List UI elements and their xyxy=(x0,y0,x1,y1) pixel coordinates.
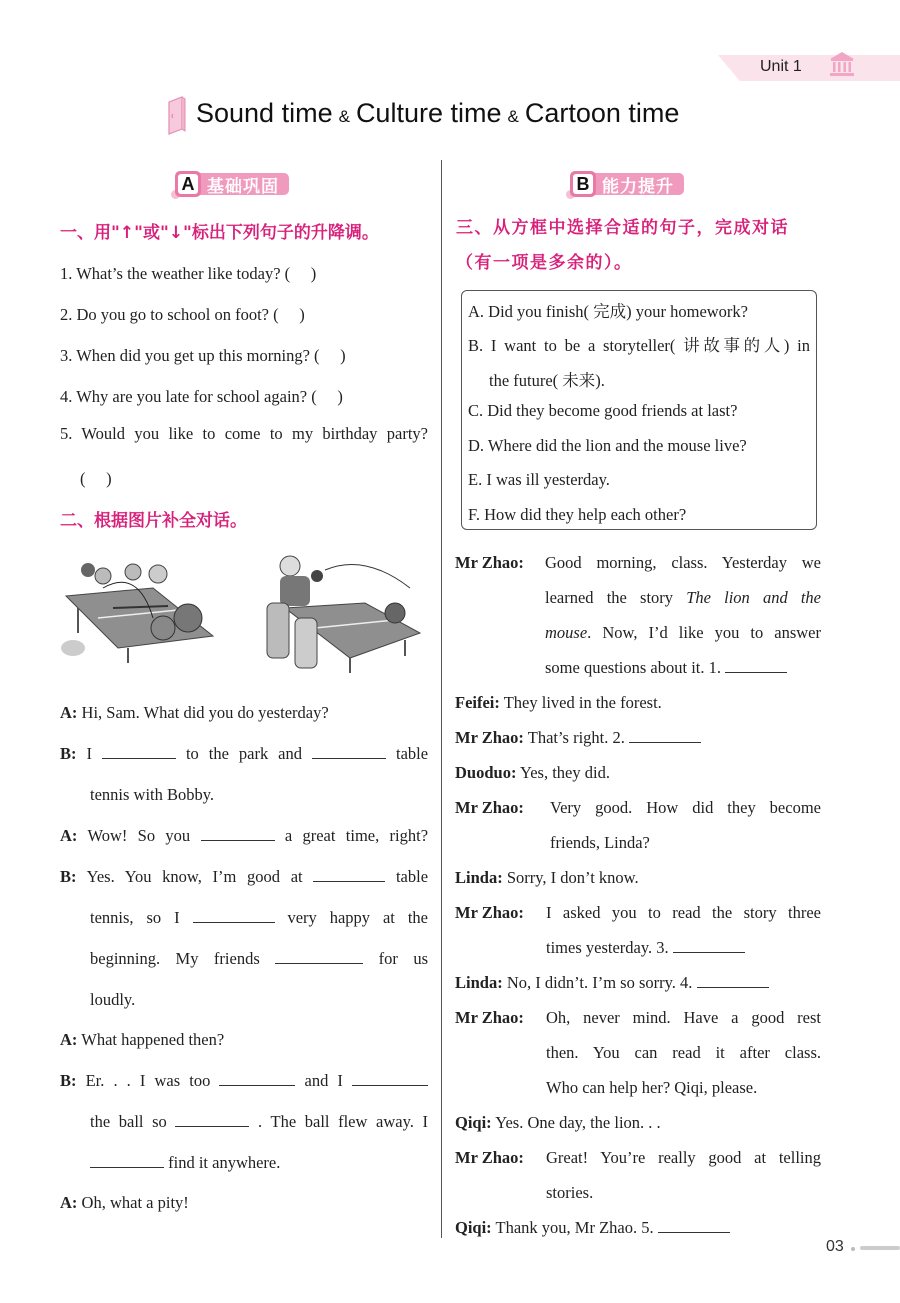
section-a-badge xyxy=(175,171,289,197)
speaker-a: A: xyxy=(60,826,78,845)
dialogue-text: a great time, right? xyxy=(284,826,429,845)
speaker-b: B: xyxy=(60,744,77,763)
dialogue-text: and I xyxy=(304,1071,343,1090)
answer-blank[interactable] xyxy=(90,1153,164,1168)
option-b-continued: the future( 未来). xyxy=(489,371,605,390)
dialogue-line: tennis with Bobby. xyxy=(90,785,215,804)
dialogue-line xyxy=(455,763,610,783)
dialogue-line xyxy=(60,867,428,887)
dialogue-line xyxy=(60,744,428,764)
speaker-mr-zhao: Mr Zhao: xyxy=(455,903,524,922)
dialogue-line xyxy=(545,658,787,678)
page-dot xyxy=(851,1247,855,1251)
dialogue-text: Sorry, I don’t know. xyxy=(506,868,639,887)
dialogue-text: very happy at the xyxy=(287,908,428,927)
option-d: D. Where did the lion and the mouse live? xyxy=(468,436,747,455)
answer-blank-3[interactable] xyxy=(673,938,745,953)
dialogue-text: Hi, Sam. What did you do yesterday? xyxy=(81,703,329,722)
dialogue-text: Yes. You know, I’m good at xyxy=(86,867,303,886)
speaker-linda: Linda: xyxy=(455,868,503,887)
speaker-a: A: xyxy=(60,703,78,722)
option-f: F. How did they help each other? xyxy=(468,505,687,524)
part3-heading-line1: 三、从方框中选择合适的句子，完成对话 xyxy=(456,218,789,238)
building-columns-icon xyxy=(828,50,856,78)
option-c: C. Did they become good friends at last? xyxy=(468,401,738,420)
dialogue-text: for us xyxy=(378,949,429,968)
story-title: mouse xyxy=(545,623,588,642)
dialogue-text: Thank you, Mr Zhao. 5. xyxy=(495,1218,654,1237)
unit-tab xyxy=(718,55,900,81)
column-divider xyxy=(441,160,442,1238)
dialogue-line xyxy=(545,588,821,608)
dialogue-line xyxy=(90,908,428,928)
option-e: E. I was ill yesterday. xyxy=(468,470,610,489)
speaker-qiqi: Qiqi: xyxy=(455,1113,492,1132)
dialogue-text: then. You can read it after class. xyxy=(546,1043,821,1062)
dialogue-line xyxy=(60,1030,224,1050)
speaker-a: A: xyxy=(60,1030,78,1049)
dialogue-text: beginning. My friends xyxy=(90,949,260,968)
answer-blank[interactable] xyxy=(219,1071,295,1086)
dialogue-line xyxy=(60,1071,428,1091)
ping-pong-illustration-1 xyxy=(58,548,238,668)
dialogue-text: to the park and xyxy=(185,744,303,763)
answer-blank[interactable] xyxy=(201,826,275,841)
dialogue-text: Oh, what a pity! xyxy=(81,1193,189,1212)
dialogue-text: some questions about it. 1. xyxy=(545,658,721,677)
question-1: 1. What’s the weather like today? ( ) xyxy=(60,264,317,283)
part2-heading: 二、根据图片补全对话。 xyxy=(60,511,247,531)
dialogue-text: learned the story xyxy=(545,588,674,607)
dialogue-text: I asked you to read the story three xyxy=(546,903,821,922)
dialogue-line xyxy=(455,973,769,993)
dialogue-text: . Now, I’d like you to answer xyxy=(587,623,821,642)
dialogue-text: find it anywhere. xyxy=(168,1153,281,1172)
page-number: 03 xyxy=(826,1238,844,1255)
dialogue-line xyxy=(455,1218,730,1238)
badge-letter-box xyxy=(570,171,596,197)
dialogue-line xyxy=(455,1113,661,1133)
part1-heading: 一、用"↑"或"↓"标出下列句子的升降调。 xyxy=(60,223,379,243)
dialogue-text: Er. . . I was too xyxy=(85,1071,211,1090)
section-b-badge xyxy=(570,171,684,197)
title-sound-time: Sound time xyxy=(196,98,333,128)
speaker-qiqi: Qiqi: xyxy=(455,1218,492,1237)
title-ampersand: & xyxy=(338,107,350,126)
dialogue-line xyxy=(455,693,662,713)
answer-blank[interactable] xyxy=(275,949,363,964)
badge-text: 基础巩固 xyxy=(197,173,289,195)
book-icon xyxy=(166,96,188,136)
dialogue-text: I xyxy=(86,744,92,763)
answer-blank[interactable] xyxy=(313,867,385,882)
part3-heading-line2: （有一项是多余的）。 xyxy=(456,253,633,273)
page-bar xyxy=(860,1246,900,1250)
dialogue-text: They lived in the forest. xyxy=(503,693,662,712)
dialogue-text: What happened then? xyxy=(81,1030,225,1049)
dialogue-line xyxy=(90,1153,280,1173)
dialogue-line xyxy=(90,1112,428,1132)
page-title xyxy=(196,98,679,129)
question-3: 3. When did you get up this morning? ( ) xyxy=(60,346,346,365)
dialogue-line xyxy=(455,728,701,748)
answer-blank[interactable] xyxy=(352,1071,428,1086)
dialogue-line xyxy=(455,868,639,888)
answer-blank-4[interactable] xyxy=(697,973,769,988)
dialogue-text: Very good. How did they become xyxy=(550,798,821,817)
speaker-mr-zhao: Mr Zhao: xyxy=(455,798,524,817)
dialogue-line xyxy=(60,826,428,846)
dialogue-line xyxy=(90,949,428,969)
dialogue-text: table xyxy=(395,744,429,763)
ping-pong-illustration-2 xyxy=(255,548,435,678)
badge-letter: A xyxy=(178,174,198,194)
question-4: 4. Why are you late for school again? ( ) xyxy=(60,387,343,406)
dialogue-text: Great! You’re really good at telling xyxy=(546,1148,821,1167)
answer-blank-5[interactable] xyxy=(658,1218,730,1233)
dialogue-text: Who can help her? Qiqi, please. xyxy=(546,1078,758,1097)
title-ampersand: & xyxy=(507,107,519,126)
answer-blank[interactable] xyxy=(102,744,176,759)
story-title: The lion and the xyxy=(686,588,822,607)
speaker-mr-zhao: Mr Zhao: xyxy=(455,1008,524,1027)
dialogue-text: the ball so xyxy=(90,1112,167,1131)
speaker-b: B: xyxy=(60,867,77,886)
dialogue-line xyxy=(545,623,821,643)
speaker-mr-zhao: Mr Zhao: xyxy=(455,1148,524,1167)
answer-blank[interactable] xyxy=(175,1112,249,1127)
answer-blank[interactable] xyxy=(312,744,386,759)
dialogue-text: That’s right. 2. xyxy=(527,728,625,747)
dialogue-text: Yes. One day, the lion. . . xyxy=(495,1113,661,1132)
speaker-mr-zhao: Mr Zhao: xyxy=(455,728,524,747)
dialogue-text: table xyxy=(395,867,429,886)
dialogue-text: tennis, so I xyxy=(90,908,180,927)
dialogue-text: Good morning, class. Yesterday we xyxy=(545,553,821,572)
badge-letter-box xyxy=(175,171,201,197)
dialogue-text: Wow! So you xyxy=(87,826,191,845)
option-b: B. I want to be a storyteller( 讲故事的人) in xyxy=(468,336,810,355)
question-2: 2. Do you go to school on foot? ( ) xyxy=(60,305,305,324)
dialogue-line xyxy=(60,703,329,723)
question-5: 5. Would you like to come to my birthday party? xyxy=(60,424,428,443)
dialogue-text: times yesterday. 3. xyxy=(546,938,669,957)
dialogue-text: Oh, never mind. Have a good rest xyxy=(546,1008,821,1027)
speaker-linda: Linda: xyxy=(455,973,503,992)
answer-blank[interactable] xyxy=(193,908,275,923)
dialogue-line: loudly. xyxy=(90,990,136,1009)
answer-blank-2[interactable] xyxy=(629,728,701,743)
dialogue-text: friends, Linda? xyxy=(550,833,650,852)
speaker-mr-zhao: Mr Zhao: xyxy=(455,553,524,572)
speaker-b: B: xyxy=(60,1071,77,1090)
speaker-duoduo: Duoduo: xyxy=(455,763,517,782)
option-a: A. Did you finish( 完成) your homework? xyxy=(468,302,749,321)
title-culture-time: Culture time xyxy=(355,98,502,128)
badge-text: 能力提升 xyxy=(592,173,684,195)
dialogue-text: Yes, they did. xyxy=(519,763,610,782)
title-cartoon-time: Cartoon time xyxy=(524,98,680,128)
answer-blank-1[interactable] xyxy=(725,658,787,673)
dialogue-text: No, I didn’t. I’m so sorry. 4. xyxy=(506,973,693,992)
unit-label: Unit 1 xyxy=(760,58,802,75)
dialogue-text: . The ball flew away. I xyxy=(258,1112,429,1131)
dialogue-line xyxy=(60,1193,189,1213)
question-5-answer: ( ) xyxy=(80,469,112,488)
badge-letter: B xyxy=(573,174,593,194)
speaker-feifei: Feifei: xyxy=(455,693,500,712)
dialogue-text: stories. xyxy=(546,1183,594,1202)
dialogue-line xyxy=(546,938,745,958)
speaker-a: A: xyxy=(60,1193,78,1212)
